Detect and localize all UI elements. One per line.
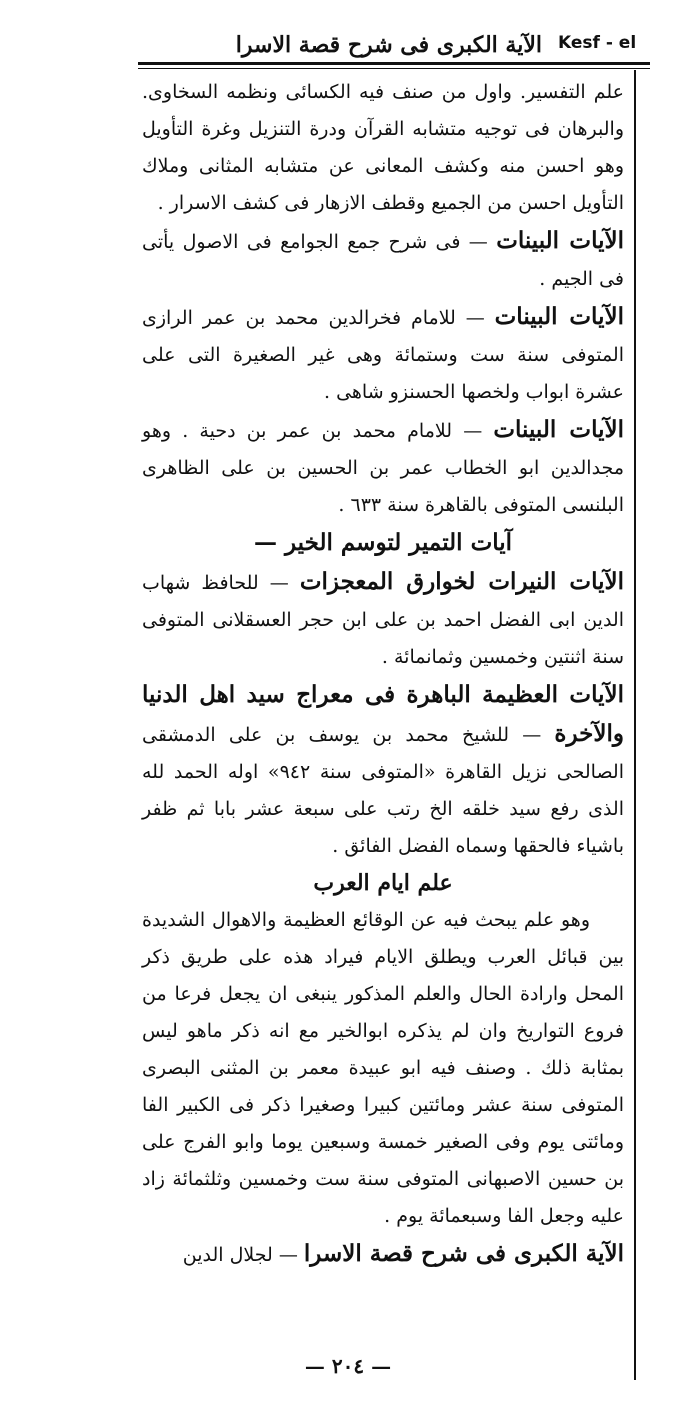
entry-text: — فى شرح جمع الجوامع فى الاصول يأتى فى الجيم .	[142, 231, 624, 290]
page-number: — ٢٠٤ —	[304, 1354, 392, 1378]
entry-text: — للحافظ شهاب الدين ابى الفضل احمد بن على ابن حجر العسقلانى المتوفى سنة اثنتين وخمسين وثمانمائة .	[142, 572, 624, 668]
entry-text: — لجلال الدين	[182, 1244, 298, 1266]
margin-rule	[634, 70, 636, 1380]
header-latin-label: Kesf - el	[558, 33, 637, 53]
entry-text: — للشيخ محمد بن يوسف بن على الدمشقى الصالحى نزيل القاهرة «المتوفى سنة ٩٤٢» اوله الحمد لله الذى رفع سيد خلقه الخ رتب على سبعة عشر بابا ثم ظفر باشياء فالحقها وسماه الفضل الفائق .	[142, 724, 625, 857]
entry-text: — للامام فخرالدين محمد بن عمر الرازى المتوفى سنة ست وستمائة وهى غير الصغيرة التى على عشرة ابواب ولخصها الحسنزو شاهى .	[142, 307, 624, 403]
entry-heading: آيات التمير لتوسم الخير —	[253, 529, 513, 556]
entry-aya-kubra	[142, 1235, 624, 1274]
entry-text: علم التفسير. واول من صنف فيه الكسائى ونظمه السخاوى. والبرهان فى توجيه متشابه القرآن ودرة التنزيل وغرة التأويل وهو احسن منه وكشف المعانى عن متشابه المثانى وملاك التأويل احسن من الجميع وقطف الازهار فى كشف الاسرار .	[142, 81, 624, 214]
section-heading: علم ايام العرب	[313, 870, 453, 896]
entry-ayat-azima	[142, 676, 624, 865]
entry-ayat-tamyir	[142, 524, 624, 563]
entry-heading: الآية الكبرى فى شرح قصة الاسرا	[303, 1240, 624, 1267]
header-rule-thin	[138, 68, 650, 69]
entry-heading: الآيات البينات	[496, 227, 624, 254]
entry-ayat-bayyinat-2	[142, 298, 624, 411]
entry-heading: الآيات العظيمة الباهرة فى معراج سيد اهل الدنيا والآخرة	[142, 681, 624, 747]
page-body	[142, 74, 624, 1274]
entry-heading: الآيات النيرات لخوارق المعجزات	[299, 568, 624, 595]
running-header	[138, 30, 650, 62]
entry-ayat-bayyinat-1	[142, 222, 624, 298]
entry-continuation	[142, 74, 624, 222]
header-rule-thick	[138, 62, 650, 65]
entry-text: — للامام محمد بن عمر بن دحية . وهو مجدالدين ابو الخطاب عمر بن الحسين بن على الظاهرى البلنسى المتوفى بالقاهرة سنة ٦٣٣ .	[142, 420, 624, 516]
entry-heading: الآيات البينات	[494, 303, 624, 330]
entry-ayat-nayyirat	[142, 563, 624, 676]
entry-heading: الآيات البينات	[493, 416, 624, 443]
section-body: وهو علم يبحث فيه عن الوقائع العظيمة والاهوال الشديدة بين قبائل العرب ويطلق الايام فيراد هذه على طريق ذكر المحل وارادة الحال والعلم المذكور ينبغى ان يجعل فرعا من فروع التواريخ وان لم يذكره ابوالخير مع انه ذكر ماهو ليس بمثابة ذلك . وصنف فيه ابو عبيدة معمر بن المثنى البصرى المتوفى سنة عشر ومائتين كبيرا وصغيرا ذكر فى الكبير الفا ومائتى يوم وفى الصغير خمسة وسبعين يوما وابو الفرج على بن حسين الاصبهانى المتوفى سنة ست وخمسين وثلثمائة زاد عليه وجعل الفا وسبعمائة يوم .	[142, 909, 624, 1227]
running-title: الآية الكبرى فى شرح قصة الاسرا	[235, 32, 542, 58]
entry-ayat-bayyinat-3	[142, 411, 624, 524]
